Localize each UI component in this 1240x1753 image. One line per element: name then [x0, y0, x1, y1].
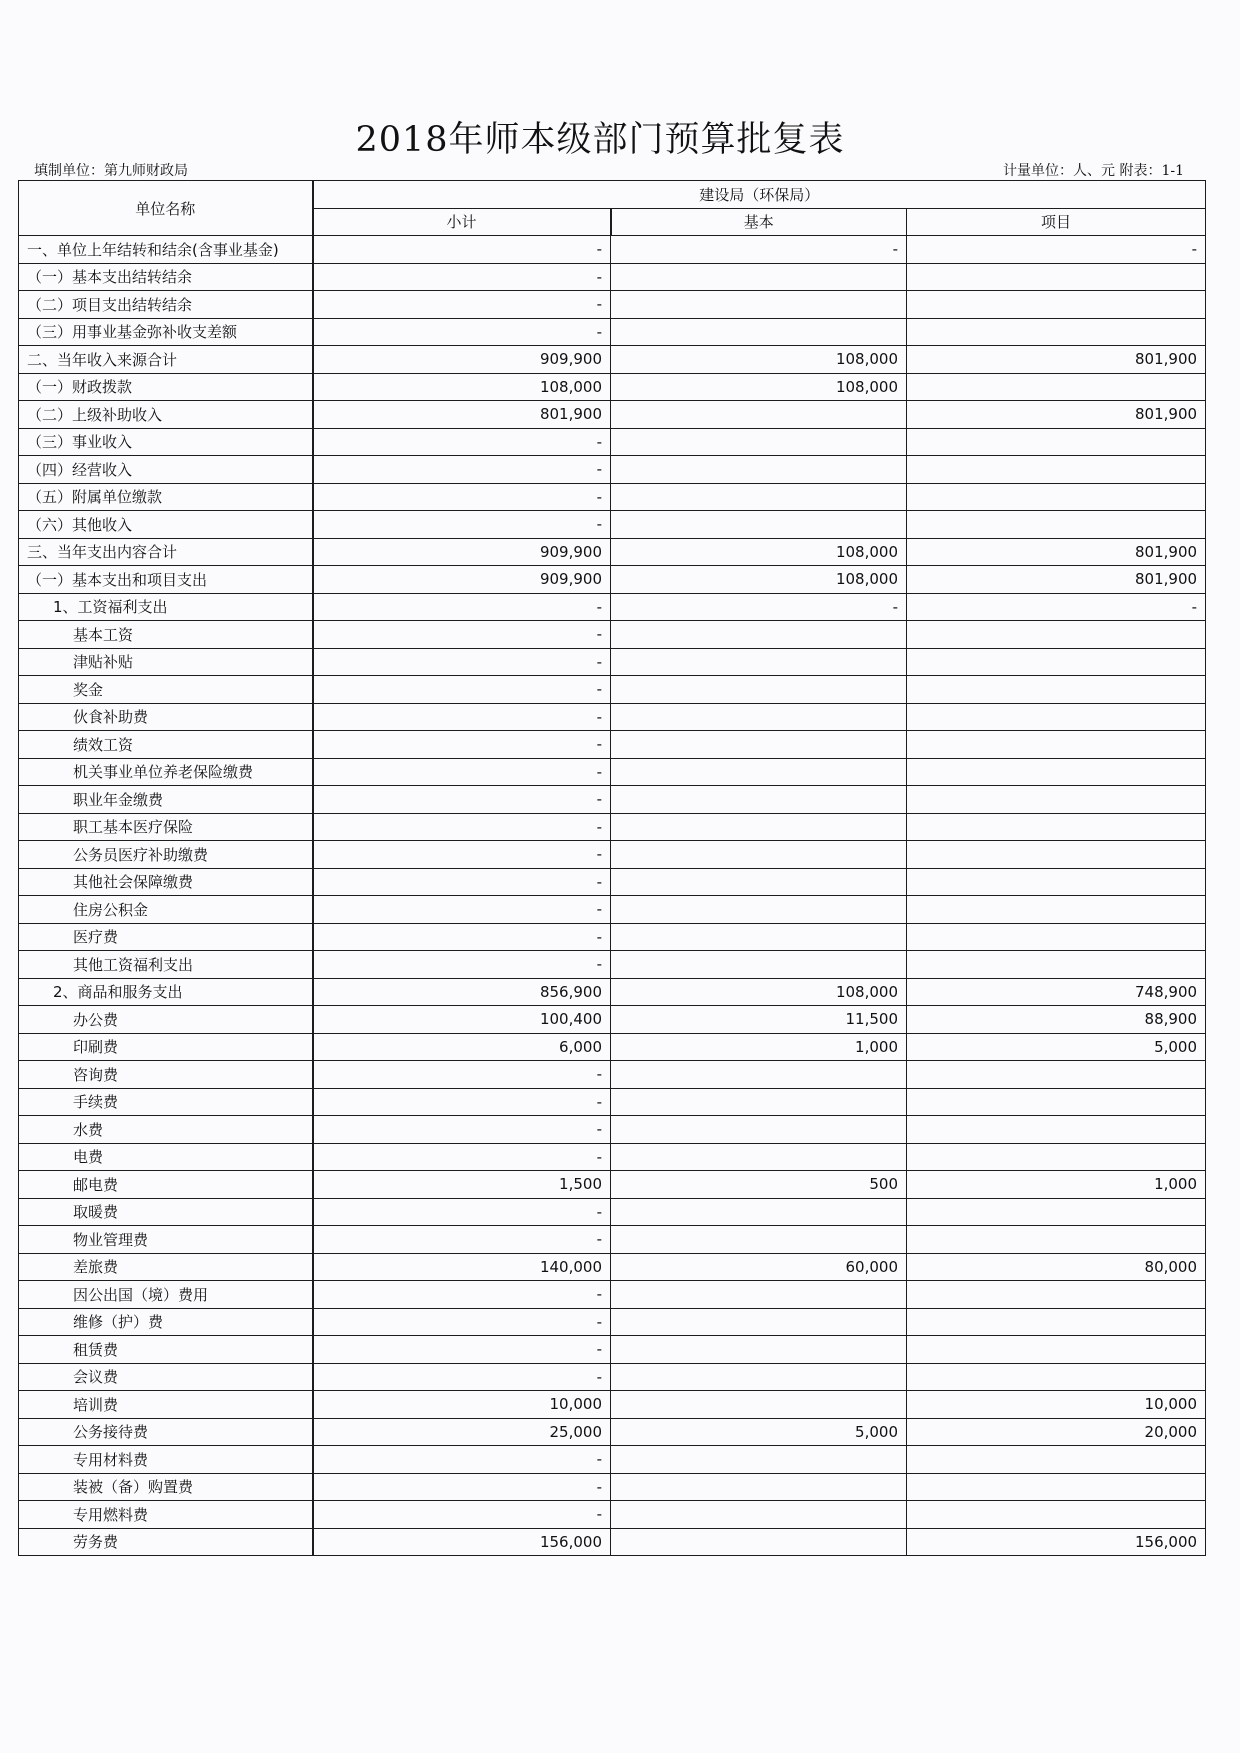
- table-row: [19, 1171, 1206, 1199]
- row-label: 物业管理费: [19, 1226, 313, 1254]
- table-row: [19, 346, 1206, 374]
- table-row: [19, 896, 1206, 924]
- table-row: [19, 951, 1206, 979]
- basic-cell: [611, 318, 907, 346]
- subtotal-cell: -: [313, 731, 611, 759]
- subtotal-cell: -: [313, 1336, 611, 1364]
- basic-cell: [611, 813, 907, 841]
- row-label: 医疗费: [19, 923, 313, 951]
- table-row: [19, 978, 1206, 1006]
- row-label: （六）其他收入: [19, 511, 313, 539]
- subtotal-cell: 909,900: [313, 538, 611, 566]
- table-row: [19, 1033, 1206, 1061]
- header-group: 建设局（环保局）: [313, 181, 1206, 209]
- basic-cell: 108,000: [611, 538, 907, 566]
- subtotal-cell: -: [313, 1061, 611, 1089]
- basic-cell: [611, 923, 907, 951]
- project-cell: [907, 1308, 1206, 1336]
- row-label: 电费: [19, 1143, 313, 1171]
- basic-cell: [611, 1308, 907, 1336]
- row-label: 培训费: [19, 1391, 313, 1419]
- basic-cell: 60,000: [611, 1253, 907, 1281]
- table-row: [19, 758, 1206, 786]
- basic-cell: [611, 1336, 907, 1364]
- basic-cell: [611, 1226, 907, 1254]
- row-label: 一、单位上年结转和结余(含事业基金): [19, 236, 313, 264]
- table-row: [19, 676, 1206, 704]
- subtotal-cell: -: [313, 428, 611, 456]
- project-cell: [907, 896, 1206, 924]
- table-row: [19, 1226, 1206, 1254]
- row-label: 维修（护）费: [19, 1308, 313, 1336]
- subtotal-cell: -: [313, 758, 611, 786]
- subtotal-cell: 108,000: [313, 373, 611, 401]
- subtotal-cell: 25,000: [313, 1418, 611, 1446]
- table-row: [19, 1143, 1206, 1171]
- subtotal-cell: -: [313, 1363, 611, 1391]
- basic-cell: [611, 1088, 907, 1116]
- project-cell: [907, 483, 1206, 511]
- basic-cell: 108,000: [611, 566, 907, 594]
- subtotal-cell: -: [313, 1473, 611, 1501]
- row-label: 公务员医疗补助缴费: [19, 841, 313, 869]
- subtotal-cell: 6,000: [313, 1033, 611, 1061]
- row-label: 伙食补助费: [19, 703, 313, 731]
- project-cell: 801,900: [907, 538, 1206, 566]
- table-row: [19, 1308, 1206, 1336]
- row-label: 取暖费: [19, 1198, 313, 1226]
- row-label: 绩效工资: [19, 731, 313, 759]
- project-cell: [907, 291, 1206, 319]
- row-label: 劳务费: [19, 1528, 313, 1556]
- basic-cell: [611, 758, 907, 786]
- table-row: [19, 1501, 1206, 1529]
- subtotal-cell: -: [313, 703, 611, 731]
- table-row: [19, 1391, 1206, 1419]
- project-cell: [907, 1473, 1206, 1501]
- project-cell: [907, 511, 1206, 539]
- project-cell: [907, 951, 1206, 979]
- basic-cell: [611, 648, 907, 676]
- basic-cell: [611, 868, 907, 896]
- header-project: 项目: [907, 208, 1206, 236]
- basic-cell: [611, 291, 907, 319]
- measurement-unit: 计量单位：人、元 附表：1-1: [1003, 163, 1184, 179]
- row-label: （一）基本支出和项目支出: [19, 566, 313, 594]
- subtotal-cell: -: [313, 593, 611, 621]
- subtotal-cell: -: [313, 1501, 611, 1529]
- table-row: [19, 318, 1206, 346]
- reporting-unit: 填制单位：第九师财政局: [34, 163, 188, 179]
- subtotal-cell: -: [313, 291, 611, 319]
- table-row: [19, 1528, 1206, 1556]
- basic-cell: -: [611, 593, 907, 621]
- table-header: [19, 181, 1206, 236]
- table-row: [19, 1363, 1206, 1391]
- subtotal-cell: 1,500: [313, 1171, 611, 1199]
- budget-table: [18, 180, 1206, 1556]
- basic-cell: [611, 456, 907, 484]
- subtotal-cell: -: [313, 868, 611, 896]
- table-row: [19, 538, 1206, 566]
- project-cell: 80,000: [907, 1253, 1206, 1281]
- project-cell: 801,900: [907, 401, 1206, 429]
- row-label: 专用燃料费: [19, 1501, 313, 1529]
- basic-cell: 5,000: [611, 1418, 907, 1446]
- table-row: [19, 483, 1206, 511]
- project-cell: 10,000: [907, 1391, 1206, 1419]
- project-cell: 20,000: [907, 1418, 1206, 1446]
- table-row: [19, 731, 1206, 759]
- subtotal-cell: -: [313, 318, 611, 346]
- table-row: [19, 703, 1206, 731]
- project-cell: [907, 428, 1206, 456]
- subtotal-cell: 156,000: [313, 1528, 611, 1556]
- row-label: 公务接待费: [19, 1418, 313, 1446]
- project-cell: [907, 1336, 1206, 1364]
- basic-cell: 108,000: [611, 978, 907, 1006]
- table-body: [19, 236, 1206, 1556]
- basic-cell: [611, 1528, 907, 1556]
- basic-cell: [611, 428, 907, 456]
- project-cell: 88,900: [907, 1006, 1206, 1034]
- row-label: （二）上级补助收入: [19, 401, 313, 429]
- row-label: 印刷费: [19, 1033, 313, 1061]
- basic-cell: [611, 1198, 907, 1226]
- basic-cell: 500: [611, 1171, 907, 1199]
- row-label: 1、工资福利支出: [19, 593, 313, 621]
- basic-cell: [611, 1116, 907, 1144]
- basic-cell: [611, 951, 907, 979]
- project-cell: [907, 1116, 1206, 1144]
- subtotal-cell: -: [313, 1116, 611, 1144]
- project-cell: [907, 1281, 1206, 1309]
- subtotal-cell: 801,900: [313, 401, 611, 429]
- basic-cell: 108,000: [611, 346, 907, 374]
- project-cell: [907, 1226, 1206, 1254]
- row-label: 办公费: [19, 1006, 313, 1034]
- subtotal-cell: -: [313, 896, 611, 924]
- subtotal-cell: -: [313, 813, 611, 841]
- basic-cell: [611, 1501, 907, 1529]
- subtotal-cell: -: [313, 236, 611, 264]
- basic-cell: [611, 1061, 907, 1089]
- subtotal-cell: -: [313, 1308, 611, 1336]
- table-row: [19, 373, 1206, 401]
- project-cell: [907, 703, 1206, 731]
- project-cell: [907, 1363, 1206, 1391]
- row-label: （五）附属单位缴款: [19, 483, 313, 511]
- basic-cell: [611, 1446, 907, 1474]
- basic-cell: [611, 703, 907, 731]
- subtotal-cell: -: [313, 648, 611, 676]
- project-cell: [907, 648, 1206, 676]
- project-cell: 748,900: [907, 978, 1206, 1006]
- project-cell: 801,900: [907, 566, 1206, 594]
- table-row: [19, 1061, 1206, 1089]
- row-label: 机关事业单位养老保险缴费: [19, 758, 313, 786]
- table-row: [19, 401, 1206, 429]
- subtotal-cell: -: [313, 1281, 611, 1309]
- row-label: 奖金: [19, 676, 313, 704]
- table-row: [19, 291, 1206, 319]
- row-label: 咨询费: [19, 1061, 313, 1089]
- subtotal-cell: -: [313, 1226, 611, 1254]
- basic-cell: [611, 1363, 907, 1391]
- basic-cell: [611, 896, 907, 924]
- basic-cell: [611, 786, 907, 814]
- basic-cell: 11,500: [611, 1006, 907, 1034]
- row-label: 因公出国（境）费用: [19, 1281, 313, 1309]
- table-row: [19, 1446, 1206, 1474]
- project-cell: [907, 868, 1206, 896]
- table-row: [19, 236, 1206, 264]
- table-row: [19, 456, 1206, 484]
- basic-cell: 108,000: [611, 373, 907, 401]
- subtotal-cell: 856,900: [313, 978, 611, 1006]
- row-label: （一）财政拨款: [19, 373, 313, 401]
- subtotal-cell: -: [313, 483, 611, 511]
- project-cell: [907, 813, 1206, 841]
- table-row: [19, 566, 1206, 594]
- subtotal-cell: 909,900: [313, 346, 611, 374]
- row-label: 会议费: [19, 1363, 313, 1391]
- project-cell: -: [907, 236, 1206, 264]
- row-label: 水费: [19, 1116, 313, 1144]
- table-row: [19, 648, 1206, 676]
- row-label: 二、当年收入来源合计: [19, 346, 313, 374]
- subtotal-cell: -: [313, 1088, 611, 1116]
- project-cell: [907, 1198, 1206, 1226]
- subtotal-cell: -: [313, 841, 611, 869]
- subtotal-cell: -: [313, 676, 611, 704]
- basic-cell: [611, 676, 907, 704]
- subtotal-cell: -: [313, 456, 611, 484]
- table-row: [19, 511, 1206, 539]
- subtotal-cell: -: [313, 923, 611, 951]
- basic-cell: 1,000: [611, 1033, 907, 1061]
- project-cell: [907, 731, 1206, 759]
- project-cell: 156,000: [907, 1528, 1206, 1556]
- subtotal-cell: -: [313, 786, 611, 814]
- table-row: [19, 868, 1206, 896]
- table-row: [19, 1473, 1206, 1501]
- row-label: 装被（备）购置费: [19, 1473, 313, 1501]
- basic-cell: -: [611, 236, 907, 264]
- row-label: 职工基本医疗保险: [19, 813, 313, 841]
- row-label: 邮电费: [19, 1171, 313, 1199]
- basic-cell: [611, 263, 907, 291]
- table-row: [19, 813, 1206, 841]
- table-row: [19, 1281, 1206, 1309]
- project-cell: [907, 263, 1206, 291]
- basic-cell: [611, 401, 907, 429]
- project-cell: [907, 621, 1206, 649]
- table-row: [19, 621, 1206, 649]
- project-cell: 1,000: [907, 1171, 1206, 1199]
- project-cell: [907, 758, 1206, 786]
- row-label: 其他工资福利支出: [19, 951, 313, 979]
- project-cell: [907, 318, 1206, 346]
- table-row: [19, 428, 1206, 456]
- basic-cell: [611, 1391, 907, 1419]
- table-row: [19, 1088, 1206, 1116]
- table-row: [19, 1336, 1206, 1364]
- project-cell: 5,000: [907, 1033, 1206, 1061]
- row-label: 专用材料费: [19, 1446, 313, 1474]
- project-cell: [907, 1143, 1206, 1171]
- header-subtotal: 小计: [313, 208, 611, 236]
- row-label: 三、当年支出内容合计: [19, 538, 313, 566]
- project-cell: 801,900: [907, 346, 1206, 374]
- project-cell: [907, 1061, 1206, 1089]
- row-label: 手续费: [19, 1088, 313, 1116]
- subtotal-cell: -: [313, 621, 611, 649]
- project-cell: [907, 1501, 1206, 1529]
- table-row: [19, 263, 1206, 291]
- subtotal-cell: -: [313, 1446, 611, 1474]
- basic-cell: [611, 1143, 907, 1171]
- row-label: （四）经营收入: [19, 456, 313, 484]
- row-label: 津贴补贴: [19, 648, 313, 676]
- table-row: [19, 1006, 1206, 1034]
- row-label: 住房公积金: [19, 896, 313, 924]
- header-basic: 基本: [611, 208, 907, 236]
- basic-cell: [611, 1473, 907, 1501]
- table-row: [19, 786, 1206, 814]
- document-title: 2018年师本级部门预算批复表: [355, 120, 845, 160]
- row-label: （三）用事业基金弥补收支差额: [19, 318, 313, 346]
- subtotal-cell: 909,900: [313, 566, 611, 594]
- row-label: （一）基本支出结转结余: [19, 263, 313, 291]
- subtotal-cell: -: [313, 1198, 611, 1226]
- basic-cell: [611, 1281, 907, 1309]
- row-label: 基本工资: [19, 621, 313, 649]
- table-row: [19, 923, 1206, 951]
- basic-cell: [611, 483, 907, 511]
- project-cell: [907, 1088, 1206, 1116]
- project-cell: [907, 1446, 1206, 1474]
- row-label: 租赁费: [19, 1336, 313, 1364]
- project-cell: [907, 841, 1206, 869]
- table-row: [19, 1198, 1206, 1226]
- row-label: （二）项目支出结转结余: [19, 291, 313, 319]
- row-label: （三）事业收入: [19, 428, 313, 456]
- table-row: [19, 841, 1206, 869]
- row-label: 差旅费: [19, 1253, 313, 1281]
- basic-cell: [611, 621, 907, 649]
- project-cell: [907, 373, 1206, 401]
- project-cell: [907, 676, 1206, 704]
- table-row: [19, 593, 1206, 621]
- subtotal-cell: 140,000: [313, 1253, 611, 1281]
- basic-cell: [611, 511, 907, 539]
- table-row: [19, 1418, 1206, 1446]
- project-cell: [907, 456, 1206, 484]
- row-label: 其他社会保障缴费: [19, 868, 313, 896]
- subtotal-cell: -: [313, 263, 611, 291]
- project-cell: [907, 786, 1206, 814]
- subtotal-cell: -: [313, 1143, 611, 1171]
- project-cell: [907, 923, 1206, 951]
- row-label: 2、商品和服务支出: [19, 978, 313, 1006]
- table-row: [19, 1116, 1206, 1144]
- basic-cell: [611, 731, 907, 759]
- project-cell: -: [907, 593, 1206, 621]
- subtotal-cell: 10,000: [313, 1391, 611, 1419]
- subtotal-cell: -: [313, 951, 611, 979]
- table-row: [19, 1253, 1206, 1281]
- basic-cell: [611, 841, 907, 869]
- subtotal-cell: -: [313, 511, 611, 539]
- row-label: 职业年金缴费: [19, 786, 313, 814]
- header-unit-name: 单位名称: [19, 181, 313, 236]
- subtotal-cell: 100,400: [313, 1006, 611, 1034]
